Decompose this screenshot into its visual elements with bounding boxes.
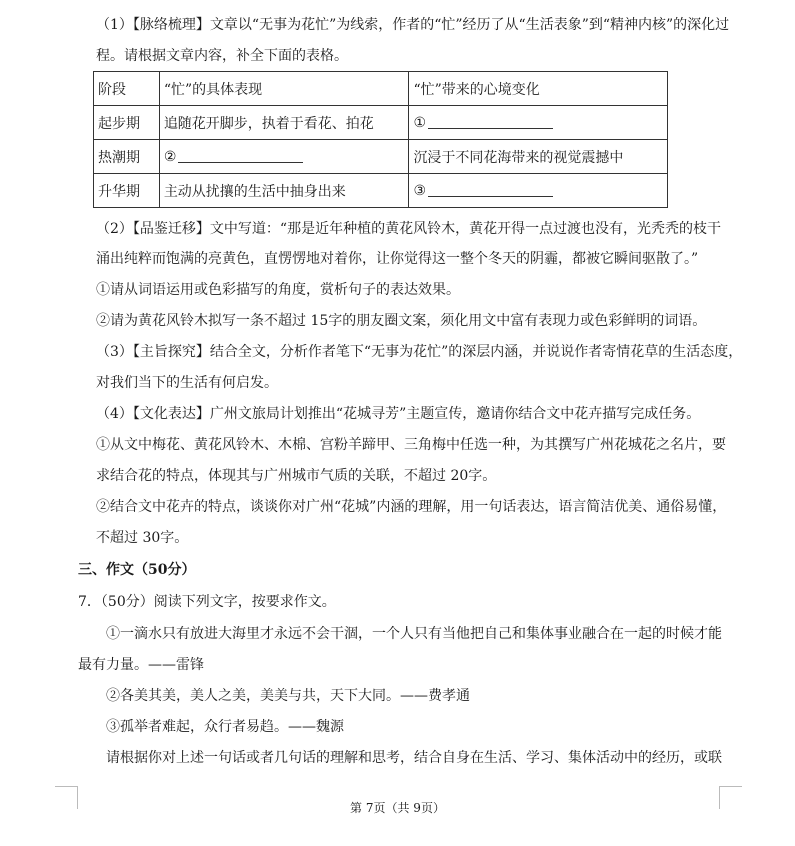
q7-task: 请根据你对上述一句话或者几句话的理解和思考，结合自身在生活、学习、集体活动中的经历，或联	[106, 750, 722, 766]
q7-quote1a: ①一滴水只有放进大海里才永远不会干涸，一个人只有当他把自己和集体事业融合在一起的时候才能	[106, 626, 722, 642]
q4-line1: （4）【文化表达】广州文旅局计划推出“花城寻芳”主题宣传，邀请你结合文中花卉描写完成任务。	[96, 406, 701, 422]
table-row	[94, 174, 668, 208]
answer-table	[93, 71, 668, 208]
q7-quote3: ③孤举者难起，众行者易趋。——魏源	[106, 719, 344, 735]
q2-sub2: ②请为黄花风铃木拟写一条不超过 15字的朋友圈文案，须化用文中富有表现力或色彩鲜明的词语。	[96, 313, 707, 329]
table-row	[94, 140, 668, 174]
fill-blank-line[interactable]	[178, 150, 303, 163]
q3-line2: 对我们当下的生活有何启发。	[96, 375, 278, 391]
page-number: 第 7页（共 9页）	[350, 801, 445, 815]
q2-line2: 涌出纯粹而饱满的亮黄色，直愣愣地对着你，让你觉得这一整个冬天的阴霾，都被它瞬间驱散了。”	[96, 251, 699, 267]
row-mood	[409, 106, 668, 140]
row-behavior: 追随花开脚步，执着于看花、拍花	[159, 106, 409, 140]
row-stage: 升华期	[94, 174, 160, 208]
q4-sub1b: 求结合花的特点，体现其与广州城市气质的关联，不超过 20字。	[96, 468, 497, 484]
section-title-essay: 三、作文（50分）	[78, 562, 196, 578]
q1-line2: 程。请根据文章内容，补全下面的表格。	[96, 48, 348, 64]
header-mood: “忙”带来的心境变化	[409, 72, 668, 106]
q4-sub2a: ②结合文中花卉的特点，谈谈你对广州“花城”内涵的理解，用一句话表达，语言简洁优美、通俗易懂，	[96, 499, 727, 515]
fill-blank-line[interactable]	[428, 116, 553, 129]
q7-quote1b: 最有力量。——雷锋	[78, 657, 204, 673]
row-mood: 沉浸于不同花海带来的视觉震撼中	[409, 140, 668, 174]
table-row	[94, 106, 668, 140]
row-behavior: 主动从扰攘的生活中抽身出来	[159, 174, 409, 208]
q2-sub1: ①请从词语运用或色彩描写的角度，赏析句子的表达效果。	[96, 282, 460, 298]
blank-marker: ②	[163, 148, 177, 165]
table-header-row	[94, 72, 668, 106]
q7-quote2: ②各美其美，美人之美，美美与共，天下大同。——费孝通	[106, 688, 470, 704]
fill-blank-line[interactable]	[428, 184, 553, 197]
row-mood	[409, 174, 668, 208]
blank-marker: ③	[413, 182, 426, 199]
q7-intro: 7．（50分）阅读下列文字，按要求作文。	[78, 594, 336, 610]
q2-line1: （2）【品鉴迁移】文中写道：“那是近年种植的黄花风铃木，黄花开得一点过渡也没有，光秃秃的枝干	[96, 221, 722, 237]
q4-sub1a: ①从文中梅花、黄花风铃木、木棉、宫粉羊蹄甲、三角梅中任选一种，为其撰写广州花城花之名片，要	[96, 437, 726, 453]
blank-marker: ①	[413, 114, 426, 131]
row-stage: 起步期	[94, 106, 160, 140]
q1-line1: （1）【脉络梳理】文章以“无事为花忙”为线索，作者的“忙”经历了从“生活表象”到“精神内核”的深化过	[96, 17, 730, 33]
q4-sub2b: 不超过 30字。	[96, 530, 189, 546]
row-behavior	[159, 140, 409, 174]
q3-line1: （3）【主旨探究】结合全文，分析作者笔下“无事为花忙”的深层内涵，并说说作者寄情花草的生活态度，	[96, 344, 743, 360]
row-stage: 热潮期	[94, 140, 160, 174]
header-behavior: “忙”的具体表现	[159, 72, 409, 106]
header-stage: 阶段	[94, 72, 160, 106]
